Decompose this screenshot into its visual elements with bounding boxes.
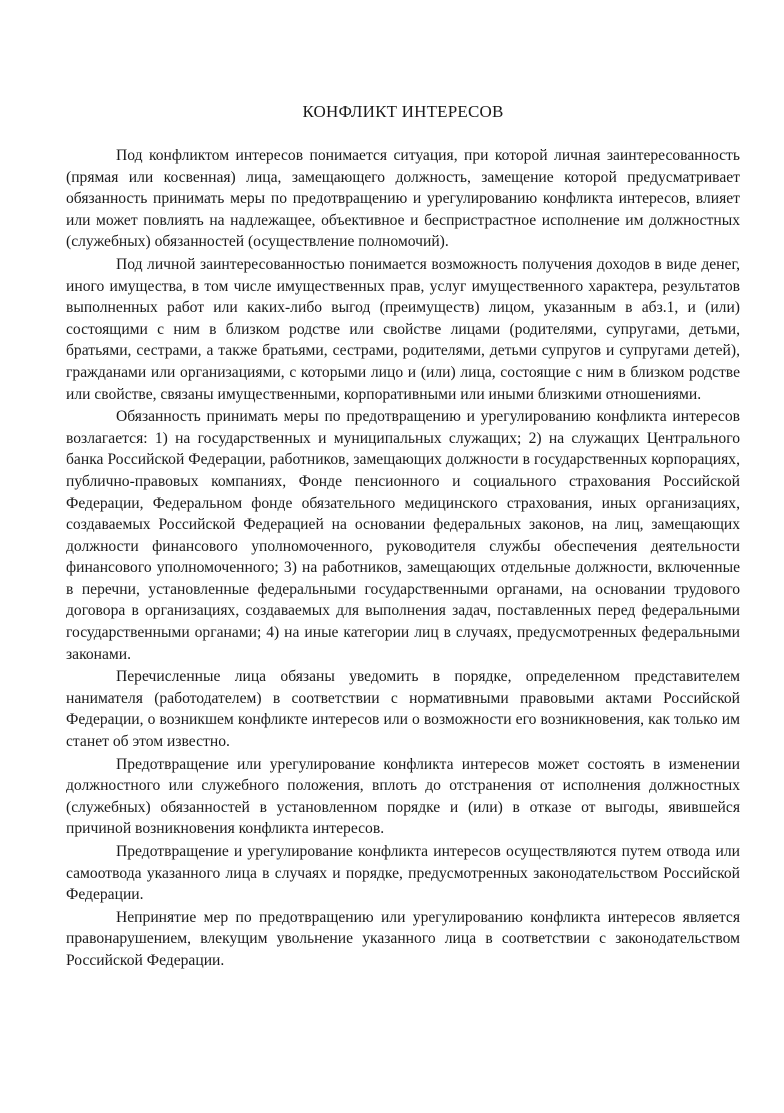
- paragraph-recusal: Предотвращение и урегулирование конфликта интересов осуществляются путем отвода или самоотвода указанного лица в случаях и порядке, предусмотренных законодательством Российской Федерации.: [66, 843, 740, 904]
- document-title: КОНФЛИКТ ИНТЕРЕСОВ: [302, 102, 504, 121]
- paragraph-obligation: Обязанность принимать меры по предотвращению и урегулированию конфликта интересов возлагается: 1) на государственных и муниципальных служащих; 2) на служащих Центрального банка Российской Федерации, работников, замещающих должности в государственных корпорациях, публично-правовых компаниях, Фонде пенсионного и социального страхования Российской Федерации, Федеральном фонде обязательного медицинского страхования, иных организациях, создаваемых Российской Федерацией на основании федеральных законов, на лиц, замещающих должности финансового уполномоченного, руководителя службы обеспечения деятельности финансового уполномоченного; 3) на работников, замещающих отдельные должности, включенные в перечни, установленные федеральными государственными органами, на основании трудового договора в организациях, создаваемых для выполнения задач, поставленных перед федеральными государственными органами; 4) на иные категории лиц в случаях, предусмотренных федеральными законами.: [66, 408, 740, 663]
- paragraph-personal-interest: Под личной заинтересованностью понимается возможность получения доходов в виде денег, иного имущества, в том числе имущественных прав, услуг имущественного характера, результатов выполненных работ или каких-либо выгод (преимуществ) лицом, указанным в абз.1, и (или) состоящими с ним в близком родстве или свойстве лицами (родителями, супругами, детьми, братьями, сестрами, а также братьями, сестрами, родителями, детьми супругов и супругами детей), гражданами или организациями, с которыми лицо и (или) лица, состоящие с ним в близком родстве или свойстве, связаны имущественными, корпоративными или иными близкими отношениями.: [66, 255, 740, 403]
- paragraph-violation: Непринятие мер по предотвращению или урегулированию конфликта интересов является правонарушением, влекущим увольнение указанного лица в соответствии с законодательством Российской Федерации.: [66, 908, 740, 969]
- paragraph-notification: Перечисленные лица обязаны уведомить в порядке, определенном представителем нанимателя (работодателем) в соответствии с нормативными правовыми актами Российской Федерации, о возникшем конфликте интересов или о возможности его возникновения, как только им станет об этом известно.: [66, 668, 740, 751]
- document-body: [66, 145, 740, 972]
- paragraph-prevention: Предотвращение или урегулирование конфликта интересов может состоять в изменении должностного или служебного положения, вплоть до отстранения от исполнения должностных (служебных) обязанностей в установленном порядке и (или) в отказе от выгоды, явившейся причиной возникновения конфликта интересов.: [66, 755, 740, 838]
- paragraph-definition: Под конфликтом интересов понимается ситуация, при которой личная заинтересованность (прямая или косвенная) лица, замещающего должность, замещение которой предусматривает обязанность принимать меры по предотвращению и урегулированию конфликта интересов, влияет или может повлиять на надлежащее, объективное и беспристрастное исполнение им должностных (служебных) обязанностей (осуществление полномочий).: [66, 147, 740, 251]
